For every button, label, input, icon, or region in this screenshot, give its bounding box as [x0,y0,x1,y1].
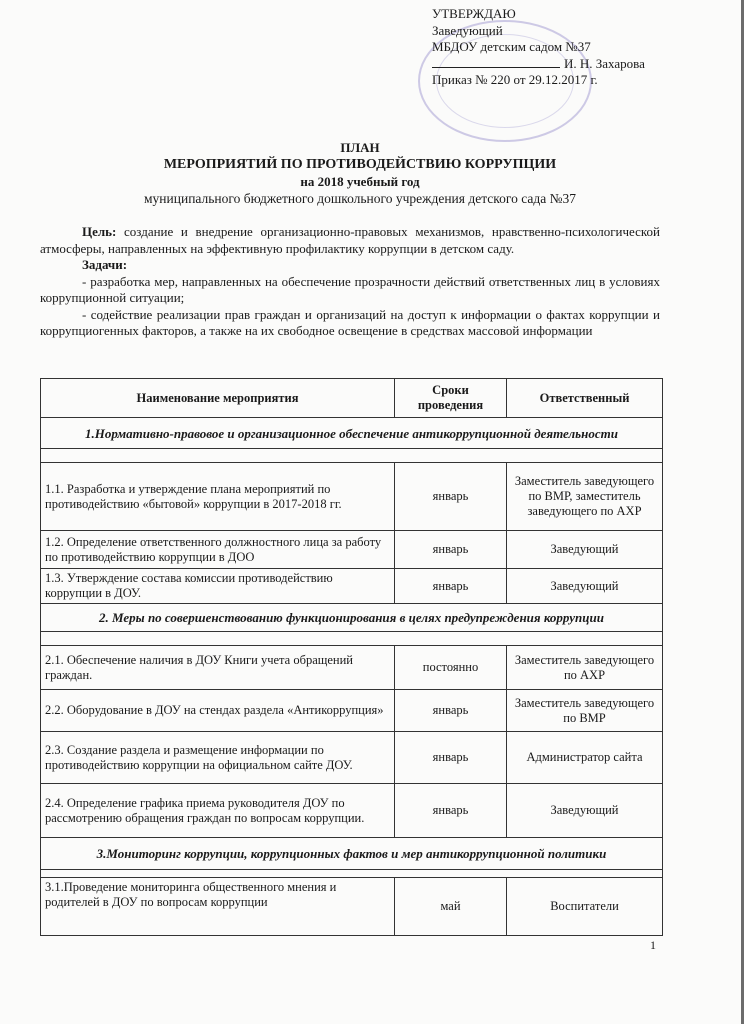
tasks-label-paragraph [40,257,660,274]
goal-label: Цель: [82,224,117,239]
goal-text: создание и внедрение организационно-правовых механизмов, нравственно-психологической атмосферы, направленных на эффективную профилактику коррупции в детском саду. [40,224,660,256]
table-header-row [41,379,663,418]
cell-period: январь [395,784,507,838]
cell-responsible: Заведующий [507,569,663,604]
table-row [41,690,663,732]
approval-position: Заведующий [432,22,503,38]
approval-order: Приказ № 220 от 29.12.2017 г. [432,72,598,87]
section-title: 2. Меры по совершенствованию функционирования в целях предупреждения коррупции [41,604,663,632]
header-period: Сроки проведения [395,379,507,418]
table-row [41,646,663,690]
spacer-cell [41,449,663,463]
title-year: на 2018 учебный год [300,174,420,189]
section-title: 3.Мониторинг коррупции, коррупционных фактов и мер антикоррупционной политики [41,838,663,870]
table-row [41,463,663,531]
approval-heading: УТВЕРЖДАЮ [432,6,516,21]
cell-responsible: Заместитель заведующего по ВМР [507,690,663,732]
intro-text [40,224,660,340]
task-item: - содействие реализации прав граждан и организаций на доступ к информации о фактах коррупции и коррупциогенных факторов, а также на их свободное освещение в средствах массовой информации [40,306,660,338]
signature-line [432,67,560,68]
cell-name: 3.1.Проведение мониторинга общественного мнения и родителей в ДОУ по вопросам коррупции [41,878,395,936]
cell-responsible: Заместитель заведующего по АХР [507,646,663,690]
title-institution: муниципального бюджетного дошкольного учреждения детского сада №37 [144,191,576,206]
cell-period: январь [395,463,507,531]
spacer-cell [41,632,663,646]
approval-signature-row [432,56,732,73]
cell-period: январь [395,732,507,784]
spacer-row [41,632,663,646]
table-row [41,732,663,784]
header-responsible: Ответственный [507,379,663,418]
title-plan: ПЛАН [340,140,380,155]
section-title: 1.Нормативно-правовое и организационное обеспечение антикоррупционной деятельности [41,418,663,449]
cell-period: январь [395,569,507,604]
goal-paragraph [40,224,660,257]
spacer-row [41,870,663,878]
approval-block [432,6,732,89]
cell-responsible: Заместитель заведующего по ВМР, заместитель заведующего по АХР [507,463,663,531]
section-row [41,418,663,449]
cell-period: январь [395,690,507,732]
task-item: - разработка мер, направленных на обеспечение прозрачности действий ответственных лиц в условиях коррупционной ситуации; [40,273,660,305]
cell-responsible: Заведующий [507,784,663,838]
cell-name: 2.2. Оборудование в ДОУ на стендах раздела «Антикоррупция» [41,690,395,732]
cell-period: май [395,878,507,936]
cell-name: 1.3. Утверждение состава комиссии противодействию коррупции в ДОУ. [41,569,395,604]
cell-name: 1.1. Разработка и утверждение плана мероприятий по противодействию «бытовой» коррупции в 2017-2018 гг. [41,463,395,531]
cell-period: январь [395,531,507,569]
page-number: 1 [650,938,656,952]
header-name: Наименование мероприятия [41,379,395,418]
document-title [40,139,680,207]
cell-responsible: Воспитатели [507,878,663,936]
table-row [41,878,663,936]
cell-name: 2.3. Создание раздела и размещение информации по противодействию коррупции на официальном сайте ДОУ. [41,732,395,784]
title-main: МЕРОПРИЯТИЙ ПО ПРОТИВОДЕЙСТВИЮ КОРРУПЦИИ [163,157,557,172]
section-row [41,604,663,632]
section-row [41,838,663,870]
approval-organization: МБДОУ детским садом №37 [432,39,591,54]
cell-name: 2.1. Обеспечение наличия в ДОУ Книги учета обращений граждан. [41,646,395,690]
table-row [41,784,663,838]
spacer-cell [41,870,663,878]
tasks-label: Задачи: [82,257,128,272]
table-row [41,531,663,569]
cell-name: 2.4. Определение графика приема руководителя ДОУ по рассмотрению обращения граждан по вопросам коррупции. [41,784,395,838]
spacer-row [41,449,663,463]
cell-name: 1.2. Определение ответственного должностного лица за работу по противодействию коррупции в ДОО [41,531,395,569]
cell-responsible: Администратор сайта [507,732,663,784]
table-row [41,569,663,604]
cell-period: постоянно [395,646,507,690]
approval-signer: И. Н. Захарова [564,55,645,71]
cell-responsible: Заведующий [507,531,663,569]
measures-table [40,378,663,936]
